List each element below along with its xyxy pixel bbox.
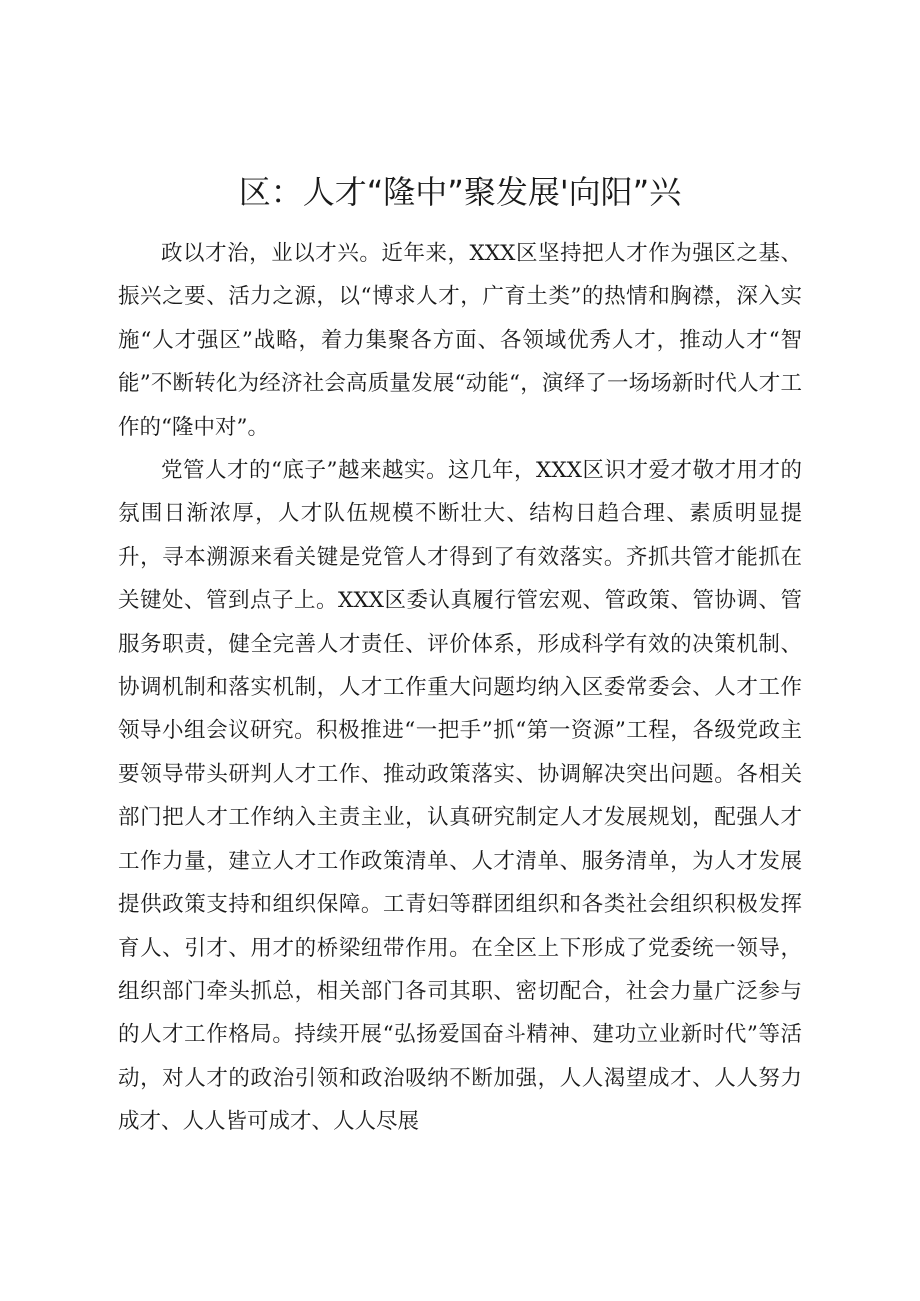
- paragraph-party-management: 党管人才的“底子”越来越实。这几年，XXX区识才爱才敬才用才的氛围日渐浓厚，人才队伍规模不断壮大、结构日趋合理、素质明显提升，寻本溯源来看关键是党管人才得到了有效落实。齐抓共管才能抓在关键处、管到点子上。XXX区委认真履行管宏观、管政策、管协调、管服务职责，健全完善人才责任、评价体系，形成科学有效的决策机制、协调机制和落实机制，人才工作重大问题均纳入区委常委会、人才工作领导小组会议研究。积极推进“一把手”抓“第一资源”工程，各级党政主要领导带头研判人才工作、推动政策落实、协调解决突出问题。各相关部门把人才工作纳入主责主业，认真研究制定人才发展规划，配强人才工作力量，建立人才工作政策清单、人才清单、服务清单，为人才发展提供政策支持和组织保障。工青妇等群团组织和各类社会组织积极发挥育人、引才、用才的桥梁纽带作用。在全区上下形成了党委统一领导，组织部门牵头抓总，相关部门各司其职、密切配合，社会力量广泛参与的人才工作格局。持续开展“弘扬爱国奋斗精神、建功立业新时代”等活动，对人才的政治引领和政治吸纳不断加强，人人渴望成才、人人努力成才、人人皆可成才、人人尽展: [118, 458, 802, 1135]
- document-title: 区：人才“隆中”聚发展'向阳”兴: [238, 173, 682, 211]
- paragraph-intro: 政以才治，业以才兴。近年来，XXX区坚持把人才作为强区之基、振兴之要、活力之源，以“博求人才，广育土类”的热情和胸襟，深入实施“人才强区”战略，着力集聚各方面、各领域优秀人才，推动人才“智能”不断转化为经济社会高质量发展“动能“，演绎了一场场新时代人才工作的“隆中对”。: [118, 241, 802, 440]
- document-body: [118, 232, 802, 1144]
